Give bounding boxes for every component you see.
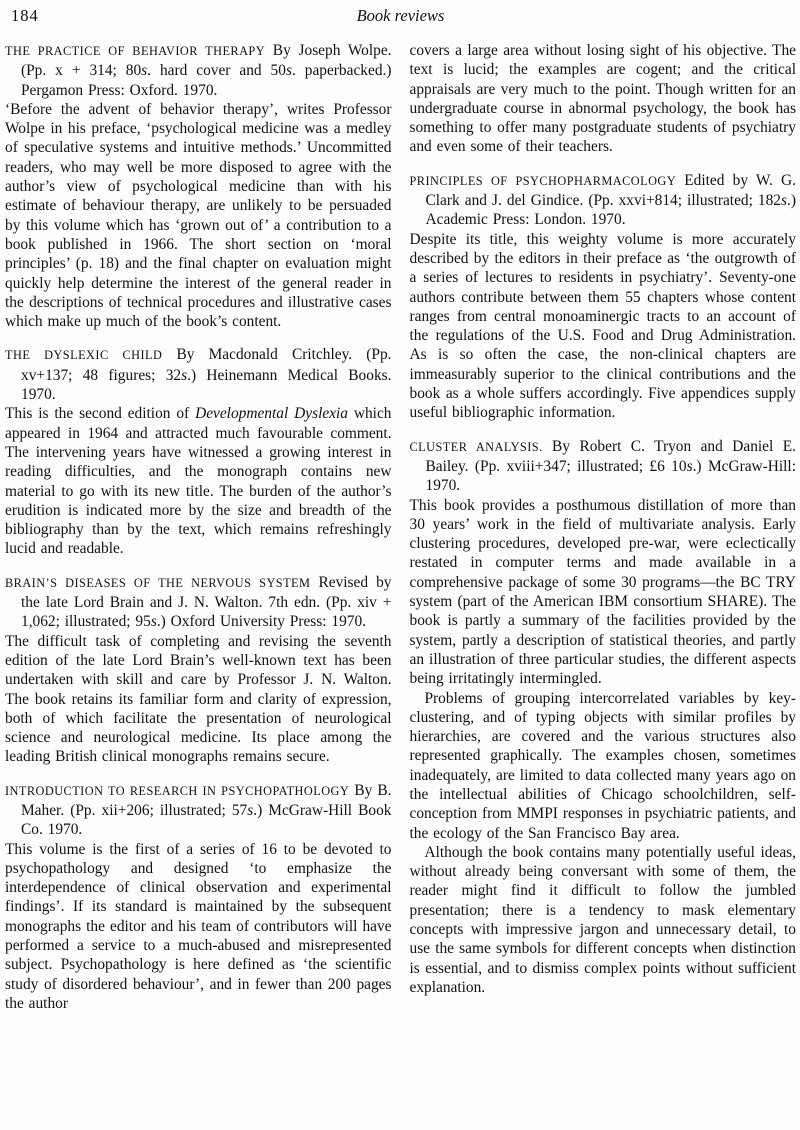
review-research-psychopathology — [5, 781, 392, 1014]
review-paragraph: Although the book contains many potentially useful ideas, without already being conversant with some of them, the reader might find it difficult to follow the jumbled presentation; there is a tendency to mask elementary concepts with impressive jargon and unnecessary detail, to use the same symbols for different concepts when distinction is essential, and to dismiss complex points without sufficient explanation. — [409, 843, 796, 996]
page-header — [5, 5, 796, 41]
review-paragraph: ‘Before the advent of behavior therapy’, writes Professor Wolpe in his preface, ‘psychological medicine was a medley of speculative systems and intuitive methods.’ Uncommitted readers, who may well be more disposed to agree with the author’s view of psychological medicine than with his estimate of behaviour therapy, are unlikely to be persuaded by this volume which has ‘grown out of’ a contribution to a book published in 1966. The short section on ‘moral principles’ (p. 18) and the final chapter on evaluation might quickly help determine the interest of the general reader in the descriptions of technical procedures and illustrative cases which make up much of the book’s content. — [5, 100, 392, 331]
review-research-psychopathology-continued — [410, 41, 797, 157]
review-practice-behavior-therapy — [5, 41, 392, 331]
review-brains-diseases — [5, 573, 392, 767]
review-paragraph: This volume is the first of a series of 16 to be devoted to psychopathology and designed ‘to emphasize the interdependence of clinical observation and experimental findings’. If its standard is maintained by the subsequent monographs the editor and his team of contributors will have performed a service to a much-abused and misrepresented subject. Psychopathology is here defined as ‘the scientific study of disordered behaviour’, and in fewer than 200 pages the author — [5, 840, 392, 1012]
review-heading: THE DYSLEXIC CHILD By Macdonald Critchley. (Pp. xv+137; 48 figures; 32s.) Heinemann Medical Books. 1970. — [5, 346, 392, 404]
review-heading: PRINCIPLES OF PSYCHOPHARMACOLOGY Edited by W. G. Clark and J. del Gindice. (Pp. xxvi+814; illustrated; 182s.) Academic Press: London. 1970. — [409, 171, 796, 229]
review-paragraph: This book provides a posthumous distillation of more than 30 years’ work in the field of multivariate analysis. Early clustering procedures, developed pre-war, were eclectically restated in computer terms and made available in a comprehensive package of some 30 programs—the BC TRY system (part of the American IBM consortium SHARE). The book is partly a summary of the facilities provided by the system, partly a description of statistical theories, and partly an illustration of three particular studies, the different aspects being irritatingly intermingled. — [409, 496, 796, 688]
review-heading: CLUSTER ANALYSIS. By Robert C. Tryon and Daniel E. Bailey. (Pp. xviii+347; illustrated; £6 10s.) McGraw-Hill: 1970. — [409, 437, 796, 495]
review-heading: INTRODUCTION TO RESEARCH IN PSYCHOPATHOLOGY By B. Maher. (Pp. xii+206; illustrated; 57s.) McGraw-Hill Book Co. 1970. — [5, 781, 392, 839]
review-cluster-analysis — [410, 437, 797, 998]
review-heading: THE PRACTICE OF BEHAVIOR THERAPY By Joseph Wolpe. (Pp. x + 314; 80s. hard cover and 50s. paperbacked.) Pergamon Press: Oxford. 1970. — [5, 42, 392, 99]
page-number: 184 — [11, 6, 39, 25]
review-dyslexic-child — [5, 345, 392, 558]
left-column — [5, 41, 392, 1013]
running-title: Book reviews — [356, 6, 445, 25]
review-paragraph: Despite its title, this weighty volume is more accurately described by the editors in their preface as ‘the outgrowth of a series of lectures to residents in psychiatry’. Seventy-one authors contribute between them 55 chapters whose content ranges from central monoaminergic tracts to an account of the regulations of the U.S. Food and Drug Administration. As is so often the case, the non-clinical chapters are immeasurably superior to the clinical contributions and the book as a whole suffers accordingly. Five appendices supply useful bibliographic information. — [409, 230, 796, 422]
review-heading: BRAIN’S DISEASES OF THE NERVOUS SYSTEM Revised by the late Lord Brain and J. N. Walton. 7th edn. (Pp. xiv + 1,062; illustrated; 95s.) Oxford University Press: 1970. — [5, 573, 392, 631]
review-paragraph: The difficult task of completing and revising the seventh edition of the late Lord Brain’s well-known text has been undertaken with skill and care by Professor J. N. Walton. The book retains its familiar form and clarity of expression, both of which facilitate the presentation of neurological science and neurological medicine. Its place among the leading British clinical monographs remains secure. — [5, 632, 392, 766]
review-principles-psychopharmacology — [410, 171, 797, 423]
review-paragraph-continuation: covers a large area without losing sight of his objective. The text is lucid; the examples are cogent; and the critical appraisals are very much to the point. Though written for an undergraduate course in abnormal psychology, the book has something to offer many postgraduate students of psychiatry and even some of their teachers. — [409, 42, 796, 156]
review-paragraph: Problems of grouping intercorrelated variables by key-clustering, and of typing objects with similar profiles by hierarchies, are covered and the various structures also represented graphically. The examples chosen, sometimes inadequately, are limited to data collected many years ago on the intellectual abilities of Chicago schoolchildren, self-conception from MMPI responses in psychiatric patients, and the ecology of the San Francisco Bay area. — [409, 689, 796, 842]
two-column-body — [5, 41, 796, 1013]
right-column — [410, 41, 797, 1013]
review-paragraph: This is the second edition of Developmental Dyslexia which appeared in 1964 and attracted much favourable comment. The intervening years have witnessed a growing interest in reading difficulties, and the monograph contains new material to go with its new title. The burden of the author’s erudition is indicated more by the size and breadth of the bibliography than by the text, which remains refreshingly lucid and readable. — [5, 405, 392, 558]
